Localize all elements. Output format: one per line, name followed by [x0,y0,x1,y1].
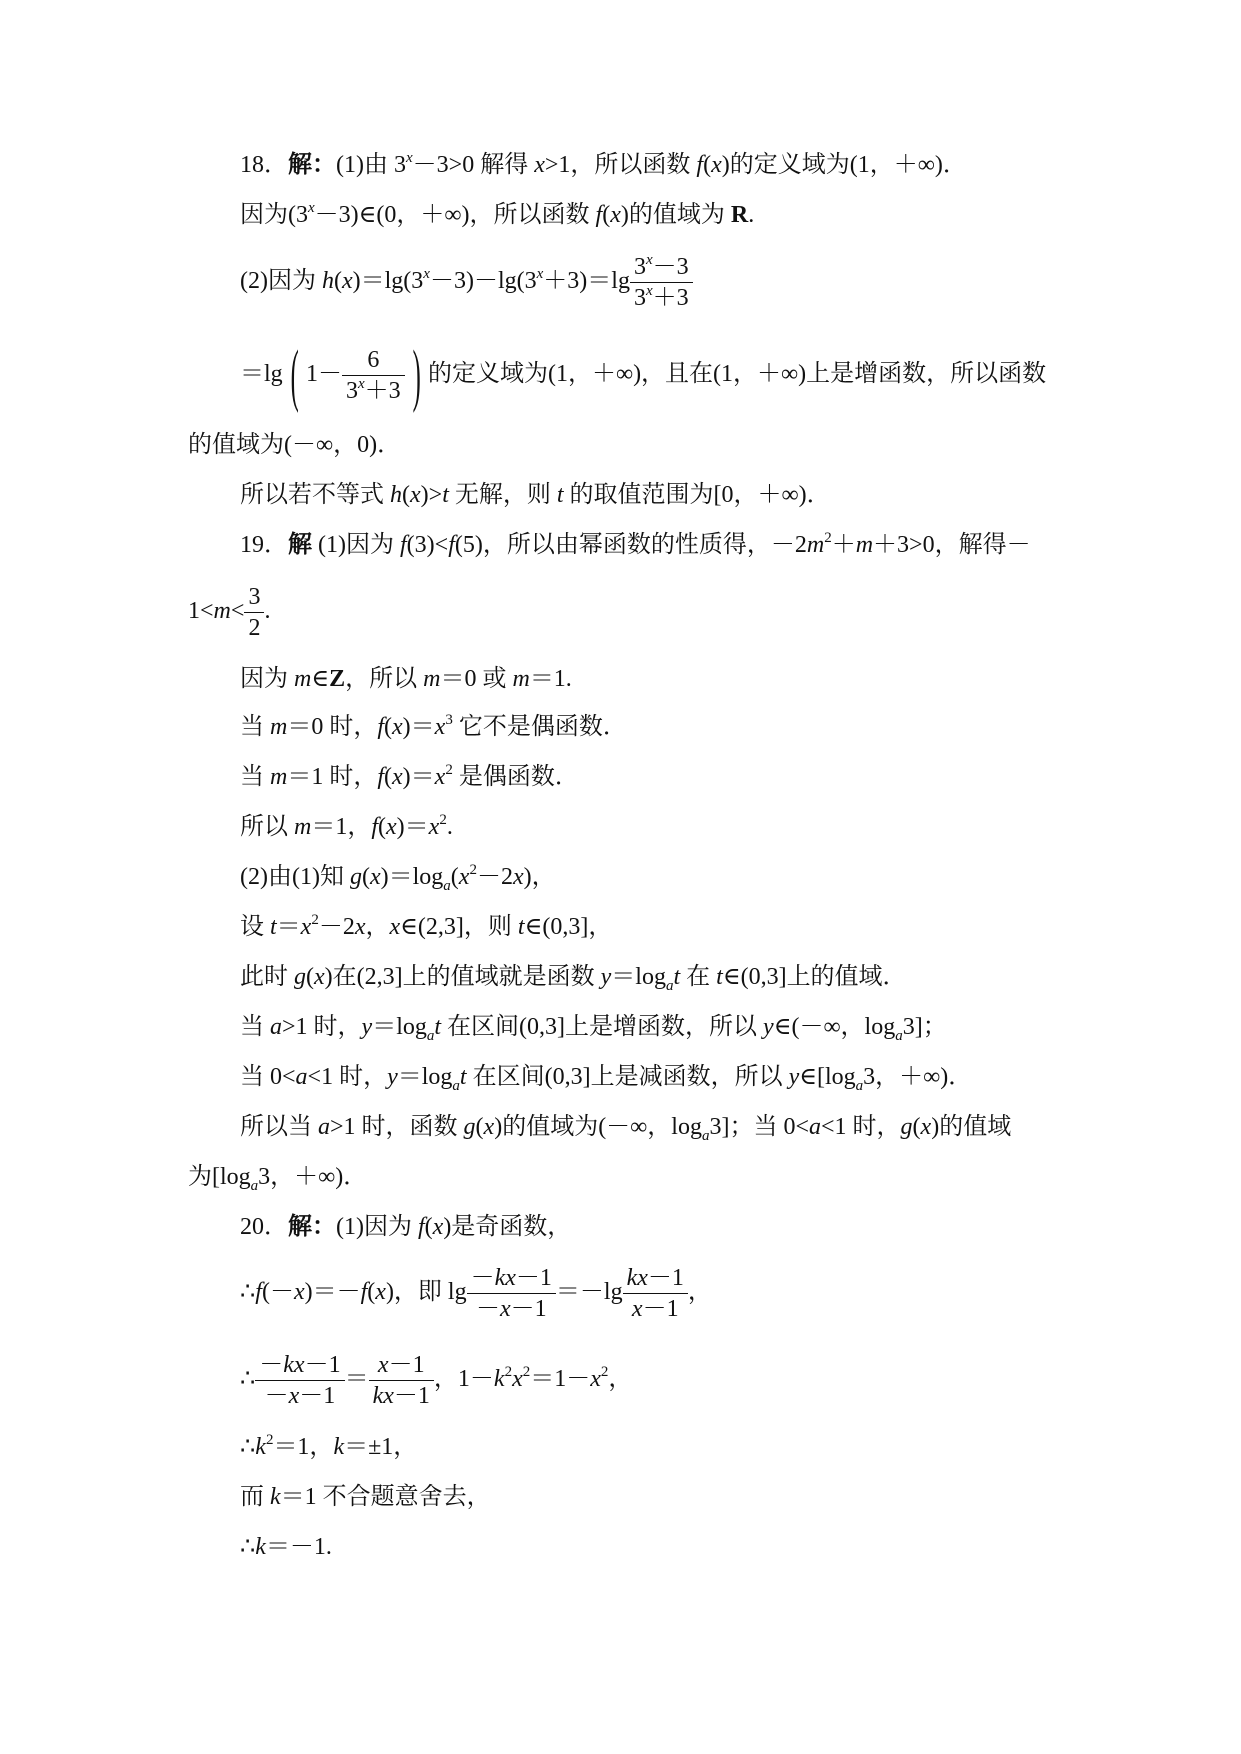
text: －1 [299,1383,336,1409]
superscript: 2 [504,1364,513,1381]
text: －3)∈(0，＋∞)，所以函数 [314,202,596,228]
var: t [459,1064,467,1090]
text: 所以当 [240,1114,318,1140]
problem-number: 19． [240,532,288,558]
var: k [270,1484,281,1510]
text: －1 [647,1265,684,1291]
numerator [630,252,693,282]
right-paren: ) [412,336,421,414]
text: >1 时，函数 [330,1114,464,1140]
text: ＝log [611,964,666,990]
superscript: 2 [445,762,453,778]
text: )的值域 [931,1114,1012,1140]
text: . [446,814,453,840]
fraction [244,582,264,643]
q19-line-8 [240,912,612,942]
text: . [264,598,271,625]
text: 因为(3 [240,202,308,228]
subscript: a [665,978,674,994]
q20-line-2 [240,1263,712,1324]
fraction [630,252,693,313]
var: t [442,482,449,508]
var: x [428,814,440,840]
text: )的值域为(－∞，log [494,1114,702,1140]
text: ，所以 [345,666,424,692]
text: ＝log [397,1064,453,1090]
solution-label: 解： [288,1214,336,1240]
superscript: x [645,252,653,268]
text: (5)，所以由幂函数的性质得，－2 [454,532,807,558]
var: k [255,1534,266,1560]
superscript: x [645,283,653,299]
superscript: 2 [265,1432,274,1448]
text: －1 [393,1383,430,1409]
var: kx [494,1265,516,1291]
text: ( [912,1114,921,1140]
text: ∈(－∞，log [773,1014,896,1040]
text: ( [384,714,393,740]
superscript: 3 [445,712,453,728]
var: m [270,714,288,740]
text: ( [333,268,342,295]
text: 在区间(0,3]上是增函数，所以 [441,1014,764,1040]
var: g [900,1114,913,1140]
text: ， [608,1366,633,1393]
var: x [534,152,545,178]
text: ＝1， [311,814,372,840]
var: x [314,964,325,990]
q19-line-13 [188,1162,367,1192]
var: a [809,1114,821,1140]
text: －3>0 解得 [412,152,535,178]
text: )的值域为 [620,202,731,228]
text: (1)因为 [312,532,400,558]
subscript: a [895,1028,903,1044]
var: x [512,864,524,890]
fraction [467,1263,556,1324]
var: g [349,864,362,890]
numerator [369,1350,434,1380]
var: kx [372,1383,394,1409]
text: － [475,1296,500,1322]
text: 3，＋∞)． [258,1164,368,1190]
text: ∈(2,3]，则 [400,914,518,940]
numerator [623,1263,688,1293]
q18-line-6 [240,480,831,510]
q20-line-1 [240,1212,571,1242]
text: ∴ [240,1366,256,1393]
var: t [673,964,681,990]
text: ＝1－ [530,1366,591,1393]
var: x [434,764,446,790]
text: ＝±1， [344,1434,418,1460]
superscript: 2 [600,1364,609,1381]
var: x [458,864,470,890]
text: ＝lg [240,361,283,388]
problem-number: 18． [240,152,288,178]
var: m [806,532,825,558]
text: )＝lg(3 [352,268,424,295]
var: x [483,1114,495,1140]
text: 3]；当 0< [709,1114,809,1140]
text: (2)由(1)知 [240,864,350,890]
var: m [213,598,231,625]
superscript: x [423,266,430,283]
var: t [270,914,277,940]
superscript: x [357,376,365,392]
numerator [467,1263,556,1293]
q18-line-2 [240,200,754,230]
integer-set-symbol: Z [329,666,346,692]
text: )＝ [396,814,429,840]
fraction [623,1263,688,1324]
text: 而 [240,1484,270,1510]
superscript: x [536,266,544,283]
text: ( [384,764,393,790]
var: x [631,1296,643,1322]
fraction [342,345,405,406]
var: kx [283,1352,305,1378]
q20-line-4 [240,1432,417,1462]
text: ( [424,1214,433,1240]
subscript: a [426,1028,435,1044]
text: ＋3 [652,285,689,311]
q18-line-4 [240,336,1047,414]
text: 1－ [305,361,342,388]
var: f [448,532,455,558]
var: kx [626,1265,648,1291]
text: . [748,202,755,228]
text: ∈(0,3]， [524,914,613,940]
superscript: x [308,200,315,216]
superscript: 2 [824,530,832,546]
subscript: a [855,1078,864,1094]
var: x [377,1352,389,1378]
fraction [369,1350,434,1411]
q19-line-1 [240,530,1031,560]
q19-line-6 [240,812,453,842]
text: ＝ [276,914,301,940]
text: 当 [240,714,270,740]
text: ＝0 或 [440,666,513,692]
var: x [512,1366,523,1393]
text: 无解，则 [448,482,557,508]
var: f [399,532,407,558]
text: 在区间(0,3]上是减函数，所以 [466,1064,789,1090]
text: ( [378,814,387,840]
text: － [264,1383,289,1409]
text: ， [687,1279,712,1306]
text: <1 时， [307,1064,388,1090]
text: － [470,1265,495,1291]
text: (3)< [406,532,449,558]
q19-line-5 [240,762,579,792]
superscript: 2 [469,862,477,878]
var: g [463,1114,476,1140]
var: f [377,714,385,740]
var: m [423,666,441,692]
var: x [920,1114,932,1140]
text: 当 [240,1014,270,1040]
text: 3 [633,254,646,280]
var: x [499,1296,511,1322]
text: (－ [261,1279,294,1306]
text: ＝1 时， [287,764,378,790]
text: )， [523,864,556,890]
var: k [493,1366,505,1393]
var: k [255,1434,266,1460]
text: < [230,598,245,625]
text: )的定义域为(1，＋∞)． [721,152,967,178]
denominator: 2 [244,612,264,643]
text: 它不是偶函数． [452,714,627,740]
var: m [512,666,530,692]
var: f [696,152,704,178]
text: ， [365,914,390,940]
q19-line-3 [240,664,572,694]
var: t [434,1014,442,1040]
var: x [300,914,312,940]
text: (2)因为 [240,268,322,295]
text: ＋ [831,532,856,558]
text: 所以若不等式 [240,482,390,508]
text: ∴ [240,1434,256,1460]
numerator [255,1350,344,1380]
var: x [432,1214,444,1240]
var: x [410,482,421,508]
text: ＝1， [273,1434,334,1460]
text: )＝ [402,714,435,740]
text: ∴ [240,1534,256,1560]
var: y [361,1014,373,1040]
text: 3 [633,285,646,311]
text: －1 [510,1296,547,1322]
q20-line-3 [240,1350,632,1411]
text: ( [402,482,410,508]
superscript: 2 [439,812,447,828]
q18-line-5: 的值域为(－∞，0)． [188,432,402,458]
var: x [375,1279,386,1306]
text: 为[log [188,1164,251,1190]
fraction [255,1350,344,1411]
subscript: a [250,1178,259,1194]
text: 是偶函数． [452,764,579,790]
text: ( [602,202,611,228]
var: x [610,202,621,228]
problem-number: 20． [240,1214,288,1240]
left-paren: ( [290,336,299,414]
text: ＝－lg [555,1279,623,1306]
text: 当 0< [240,1064,296,1090]
denominator [467,1293,556,1324]
var: x [354,914,366,940]
text: －1 [388,1352,425,1378]
text: 1< [188,598,214,625]
text: －2 [476,864,513,890]
var: x [434,714,446,740]
denominator [255,1380,344,1411]
text: － [259,1352,284,1378]
q20-line-5 [240,1482,491,1512]
subscript: a [452,1078,460,1094]
text: 3，＋∞)． [863,1064,973,1090]
text: )＝ [402,764,435,790]
text: >1，所以函数 [544,152,697,178]
real-set-symbol: R [730,202,749,228]
var: m [270,764,288,790]
var: h [321,268,334,295]
var: x [389,914,401,940]
q19-line-7 [240,862,556,892]
text: 当 [240,764,270,790]
text: －3 [652,254,689,280]
var: x [369,864,381,890]
var: m [294,814,312,840]
var: a [295,1064,308,1090]
text: 3]； [902,1014,947,1040]
var: x [711,152,722,178]
text: ＝1 不合题意舍去， [280,1484,491,1510]
var: f [255,1279,262,1306]
var: y [763,1014,774,1040]
var: x [288,1383,300,1409]
text: )，即 lg [385,1279,467,1306]
var: h [390,482,402,508]
superscript: 2 [522,1364,531,1381]
text: ( [306,964,314,990]
text: ＝1. [529,666,572,692]
text: ＝log [372,1014,427,1040]
q19-line-10 [240,1012,947,1042]
text: ＋3>0，解得－ [873,532,1031,558]
text: ＝ [344,1366,369,1393]
text: )＝log [380,864,444,890]
denominator [630,282,693,313]
var: y [788,1064,800,1090]
numerator: 6 [367,347,380,373]
text: ＋3 [364,378,401,404]
var: k [333,1434,345,1460]
text: 此时 [240,964,294,990]
var: y [387,1064,398,1090]
var: f [377,764,385,790]
var: f [360,1279,368,1306]
text: <1 时， [821,1114,901,1140]
text: －1 [515,1265,552,1291]
var: t [517,914,525,940]
text: )是奇函数， [443,1214,572,1240]
var: f [417,1214,425,1240]
var: x [293,1279,305,1306]
text: ∴ [240,1279,256,1306]
var: x [392,764,403,790]
denominator [369,1380,434,1411]
subscript: a [701,1128,710,1144]
denominator [342,375,405,406]
q19-line-2 [188,582,270,643]
q19-line-11 [240,1062,972,1092]
solution-label: 解： [288,152,336,178]
var: a [318,1114,330,1140]
numerator: 3 [248,584,261,610]
var: y [600,964,612,990]
q19-line-9 [240,962,907,992]
solution-label: 解 [288,532,312,558]
text: ，1－ [433,1366,494,1393]
text: －1 [304,1352,341,1378]
text: )> [420,482,443,508]
superscript: x [405,150,413,166]
var: t [556,482,564,508]
var: f [595,202,603,228]
text: 所以 [240,814,294,840]
text: )＝－ [304,1279,361,1306]
q18-line-3 [240,252,693,313]
var: g [294,964,306,990]
text: ( [475,1114,484,1140]
q18-line-1 [240,150,967,180]
var: m [855,532,874,558]
text: －3)－lg(3 [429,268,537,295]
superscript: 2 [311,912,319,928]
text: >1 时， [282,1014,362,1040]
text: (1)因为 [336,1214,418,1240]
text: 在 [680,964,717,990]
text: 的定义域为(1，＋∞)，且在(1，＋∞)上是增函数，所以函数 [427,361,1047,388]
text: ＝0 时， [287,714,378,740]
text: ( [450,864,459,890]
text: 3 [345,378,358,404]
var: m [294,666,312,692]
text: ( [703,152,712,178]
text: ＝－1. [265,1534,332,1560]
var: a [270,1014,282,1040]
var: x [386,814,397,840]
text: ∈(0,3]上的值域． [722,964,907,990]
text: －1 [642,1296,679,1322]
text: 设 [240,914,270,940]
subscript: a [443,878,451,894]
text: ∈[log [799,1064,856,1090]
var: f [371,814,379,840]
var: t [716,964,723,990]
text: 的取值范围为[0，＋∞)． [563,482,831,508]
q20-line-6 [240,1532,332,1562]
var: x [590,1366,601,1393]
text: ∈ [311,666,330,692]
text: ( [367,1279,376,1306]
var: x [392,714,403,740]
text: ＋3)＝lg [543,268,630,295]
text: )在(2,3]上的值域就是函数 [324,964,601,990]
q19-line-4 [240,712,627,742]
text: －2 [318,914,355,940]
denominator [623,1293,688,1324]
text: ( [361,864,370,890]
var: x [341,268,353,295]
text: (1)由 3 [336,152,406,178]
q19-line-12 [240,1112,1011,1142]
text: 因为 [240,666,294,692]
